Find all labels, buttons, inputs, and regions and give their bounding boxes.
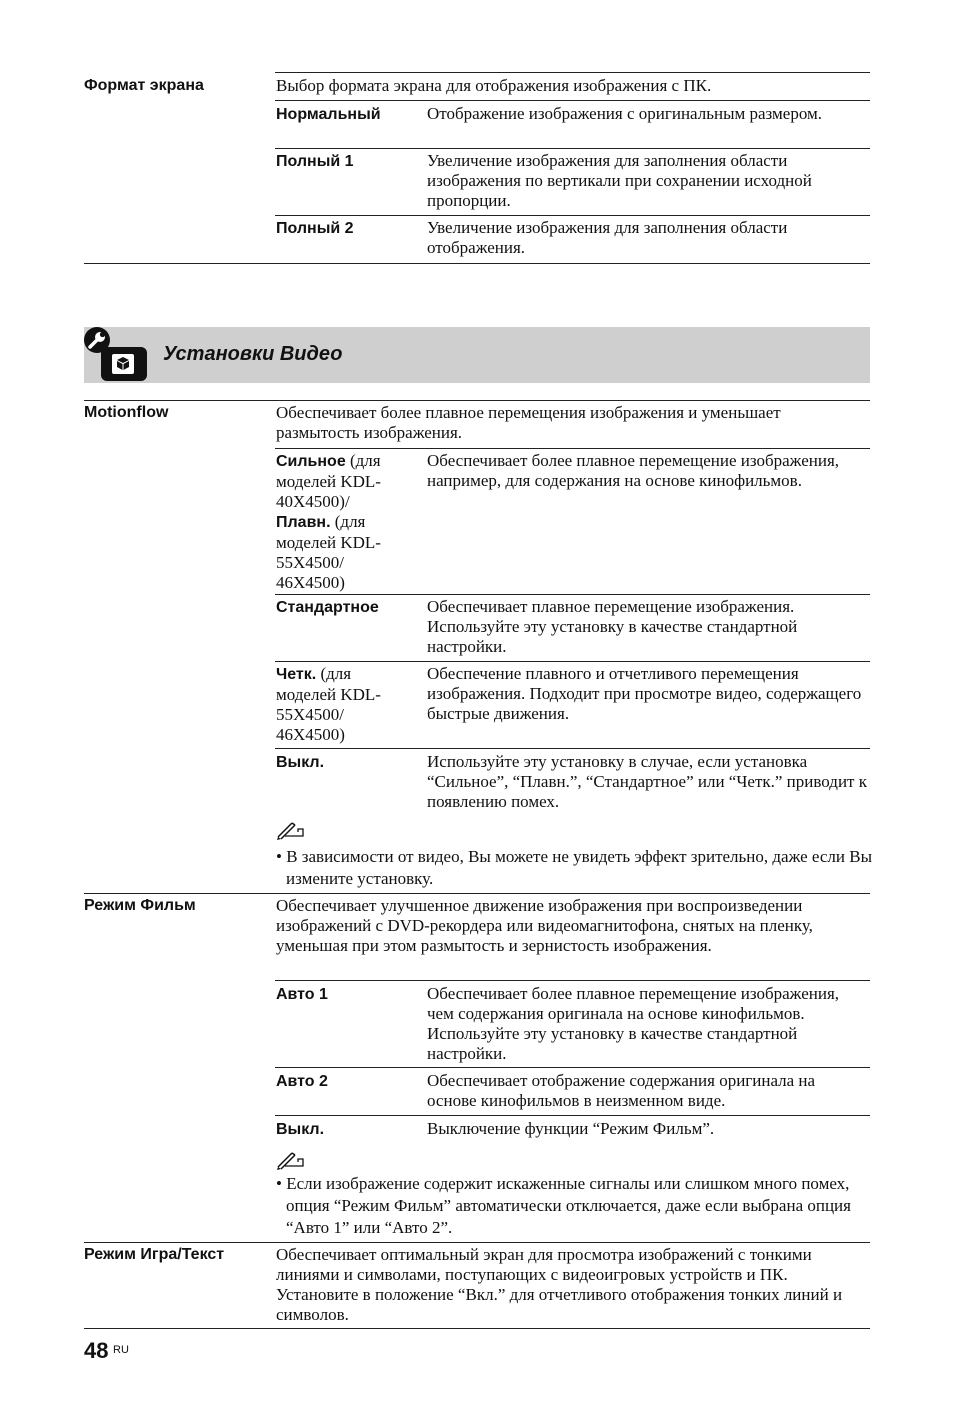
option-auto2-desc: Обеспечивает отображение содержания оригинала на основе кинофильмов в неизменном виде. [427,1071,816,1110]
option-full2: Полный 2 [276,220,354,237]
rule [275,1115,870,1116]
option-off: Выкл. [276,754,325,771]
option-film-off: Выкл. [276,1121,325,1138]
option-auto1-desc: Обеспечивает более плавное перемещение изображения, чем содержания оригинала на основе кинофильмов. Используйте эту установку в качестве стандартной настройки. [427,984,840,1063]
option-normal-desc: Отображение изображения с оригинальным размером. [427,104,823,123]
rule [84,1242,870,1243]
rule [84,400,870,401]
section-title: Установки Видео [163,343,343,365]
option-auto2: Авто 2 [276,1073,328,1090]
option-off-desc: Используйте эту установку в случае, если установка “Сильное”, “Плавн.”, “Стандартное” или “Четк.” приводит к появлению помех. [427,752,867,811]
page-language: RU [113,1344,129,1356]
term-film-mode: Режим Фильм [84,897,196,914]
option-strong-smooth: Сильное (для моделей KDL-40X4500)/ Плавн. (для моделей KDL-55X4500/ 46X4500) [276,451,381,592]
option-full2-desc: Увеличение изображения для заполнения области отображения. [427,218,788,257]
rule [84,893,870,894]
desc-screen-format: Выбор формата экрана для отображения изображения с ПК. [276,76,712,95]
rule [275,148,870,149]
desc-motionflow: Обеспечивает более плавное перемещения изображения и уменьшает размытость изображения. [276,403,781,442]
option-auto1: Авто 1 [276,986,328,1003]
note-pencil-icon [276,1150,306,1170]
rule [275,448,870,449]
note-motionflow: • В зависимости от видео, Вы можете не увидеть эффект зрительно, даже если Вы измените установку. [276,847,873,888]
term-game-text: Режим Игра/Текст [84,1246,225,1263]
rule-bottom [84,263,870,264]
option-standard: Стандартное [276,599,379,616]
option-full1-desc: Увеличение изображения для заполнения области изображения по вертикали при сохранении исходной пропорции. [427,151,812,210]
option-clear-desc: Обеспечение плавного и отчетливого перемещения изображения. Подходит при просмотре видео, содержащего быстрые движения. [427,664,862,723]
note-film-mode: • Если изображение содержит искаженные сигналы или слишком много помех, опция “Режим Фильм” автоматически отключается, даже если выбрана опция “Авто 1” или “Авто 2”. [276,1174,851,1237]
option-clear: Четк. (для моделей KDL-55X4500/ 46X4500) [276,664,381,744]
rule [275,1067,870,1068]
rule [275,594,870,595]
rule [275,661,870,662]
note-pencil-icon [276,820,306,840]
option-film-off-desc: Выключение функции “Режим Фильм”. [427,1119,715,1138]
term-motionflow: Motionflow [84,404,169,421]
page-number: 48 [84,1338,109,1363]
term-screen-format: Формат экрана [84,77,204,94]
option-full1: Полный 1 [276,153,354,170]
option-normal: Нормальный [276,106,381,123]
desc-game-text: Обеспечивает оптимальный экран для просмотра изображений с тонкими линиями и символами, поступающих с видеоигровых устройств и ПК. Установите в положение “Вкл.” для отчетливого отображения тонких линий и символов. [276,1245,843,1324]
wrench-video-settings-icon [84,327,150,383]
rule [275,100,870,101]
option-standard-desc: Обеспечивает плавное перемещение изображения. Используйте эту установку в качестве стандартной настройки. [427,597,798,656]
desc-film-mode: Обеспечивает улучшенное движение изображения при воспроизведении изображений с DVD-рекордера или видеомагнитофона, снятых на пленку, уменьшая при этом размытость и зернистость изображения. [276,896,813,955]
rule [275,748,870,749]
rule-bottom [84,1328,870,1329]
rule-top [275,72,870,73]
option-strong-desc: Обеспечивает более плавное перемещение изображения, например, для содержания на основе кинофильмов. [427,451,840,490]
rule [275,980,870,981]
rule [275,215,870,216]
